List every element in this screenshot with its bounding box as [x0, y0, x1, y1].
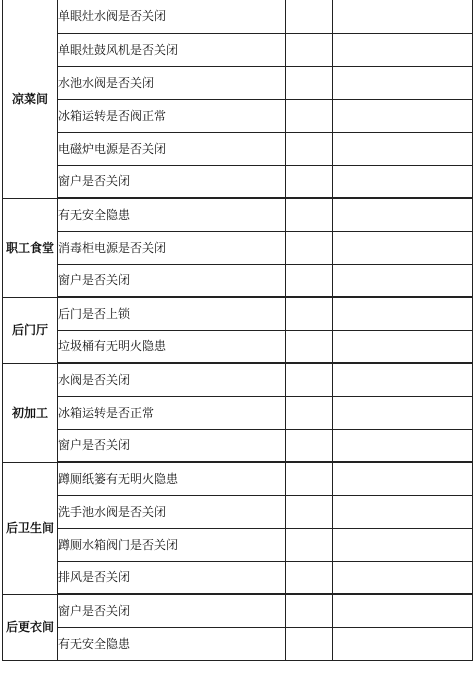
table-row — [3, 231, 473, 264]
check-item: 窗户是否关闭 — [58, 594, 286, 627]
check-item: 水池水阀是否关闭 — [58, 66, 286, 99]
check-cell[interactable] — [286, 495, 333, 528]
note-cell[interactable] — [333, 363, 473, 396]
table-row — [3, 363, 473, 396]
check-item: 排风是否关闭 — [58, 561, 286, 594]
area-cell: 凉菜间 — [3, 0, 58, 198]
area-cell: 后卫生间 — [3, 462, 58, 594]
note-cell[interactable] — [333, 429, 473, 462]
check-item: 有无安全隐患 — [58, 627, 286, 660]
check-cell[interactable] — [286, 198, 333, 231]
check-cell[interactable] — [286, 66, 333, 99]
table-row — [3, 594, 473, 627]
check-item: 单眼灶鼓风机是否关闭 — [58, 33, 286, 66]
table-row — [3, 165, 473, 198]
check-cell[interactable] — [286, 165, 333, 198]
note-cell[interactable] — [333, 528, 473, 561]
area-cell: 后更衣间 — [3, 594, 58, 660]
check-item: 单眼灶水阀是否关闭 — [58, 0, 286, 33]
check-cell[interactable] — [286, 561, 333, 594]
note-cell[interactable] — [333, 165, 473, 198]
check-item: 蹲厕水箱阀门是否关闭 — [58, 528, 286, 561]
table-row — [3, 429, 473, 462]
check-item: 冰箱运转是否正常 — [58, 396, 286, 429]
note-cell[interactable] — [333, 561, 473, 594]
table-row — [3, 627, 473, 660]
check-cell[interactable] — [286, 363, 333, 396]
check-cell[interactable] — [286, 396, 333, 429]
note-cell[interactable] — [333, 627, 473, 660]
area-cell: 初加工 — [3, 363, 58, 462]
table-row — [3, 462, 473, 495]
note-cell[interactable] — [333, 0, 473, 33]
table-row — [3, 495, 473, 528]
check-cell[interactable] — [286, 330, 333, 363]
check-cell[interactable] — [286, 231, 333, 264]
table-row — [3, 330, 473, 363]
note-cell[interactable] — [333, 330, 473, 363]
check-item: 洗手池水阀是否关闭 — [58, 495, 286, 528]
note-cell[interactable] — [333, 66, 473, 99]
area-cell: 后门厅 — [3, 297, 58, 363]
safety-checklist-table — [2, 0, 473, 661]
check-item: 后门是否上锁 — [58, 297, 286, 330]
check-cell[interactable] — [286, 132, 333, 165]
note-cell[interactable] — [333, 33, 473, 66]
check-cell[interactable] — [286, 429, 333, 462]
table-row — [3, 198, 473, 231]
table-row — [3, 561, 473, 594]
check-item: 窗户是否关闭 — [58, 165, 286, 198]
area-cell: 职工食堂 — [3, 198, 58, 297]
table-row — [3, 0, 473, 33]
check-item: 窗户是否关闭 — [58, 264, 286, 297]
table-row — [3, 297, 473, 330]
check-item: 有无安全隐患 — [58, 198, 286, 231]
table-row — [3, 99, 473, 132]
table-row — [3, 264, 473, 297]
table-row — [3, 396, 473, 429]
table-row — [3, 66, 473, 99]
note-cell[interactable] — [333, 132, 473, 165]
check-item: 水阀是否关闭 — [58, 363, 286, 396]
note-cell[interactable] — [333, 198, 473, 231]
check-cell[interactable] — [286, 528, 333, 561]
check-cell[interactable] — [286, 0, 333, 33]
check-cell[interactable] — [286, 297, 333, 330]
note-cell[interactable] — [333, 264, 473, 297]
check-cell[interactable] — [286, 264, 333, 297]
table-row — [3, 528, 473, 561]
note-cell[interactable] — [333, 99, 473, 132]
note-cell[interactable] — [333, 594, 473, 627]
note-cell[interactable] — [333, 462, 473, 495]
check-cell[interactable] — [286, 627, 333, 660]
check-item: 消毒柜电源是否关闭 — [58, 231, 286, 264]
note-cell[interactable] — [333, 297, 473, 330]
note-cell[interactable] — [333, 495, 473, 528]
check-cell[interactable] — [286, 462, 333, 495]
table-row — [3, 33, 473, 66]
check-cell[interactable] — [286, 99, 333, 132]
check-item: 蹲厕纸篓有无明火隐患 — [58, 462, 286, 495]
check-item: 冰箱运转是否阀正常 — [58, 99, 286, 132]
note-cell[interactable] — [333, 396, 473, 429]
check-cell[interactable] — [286, 33, 333, 66]
check-item: 电磁炉电源是否关闭 — [58, 132, 286, 165]
note-cell[interactable] — [333, 231, 473, 264]
table-row — [3, 132, 473, 165]
check-item: 窗户是否关闭 — [58, 429, 286, 462]
check-cell[interactable] — [286, 594, 333, 627]
check-item: 垃圾桶有无明火隐患 — [58, 330, 286, 363]
